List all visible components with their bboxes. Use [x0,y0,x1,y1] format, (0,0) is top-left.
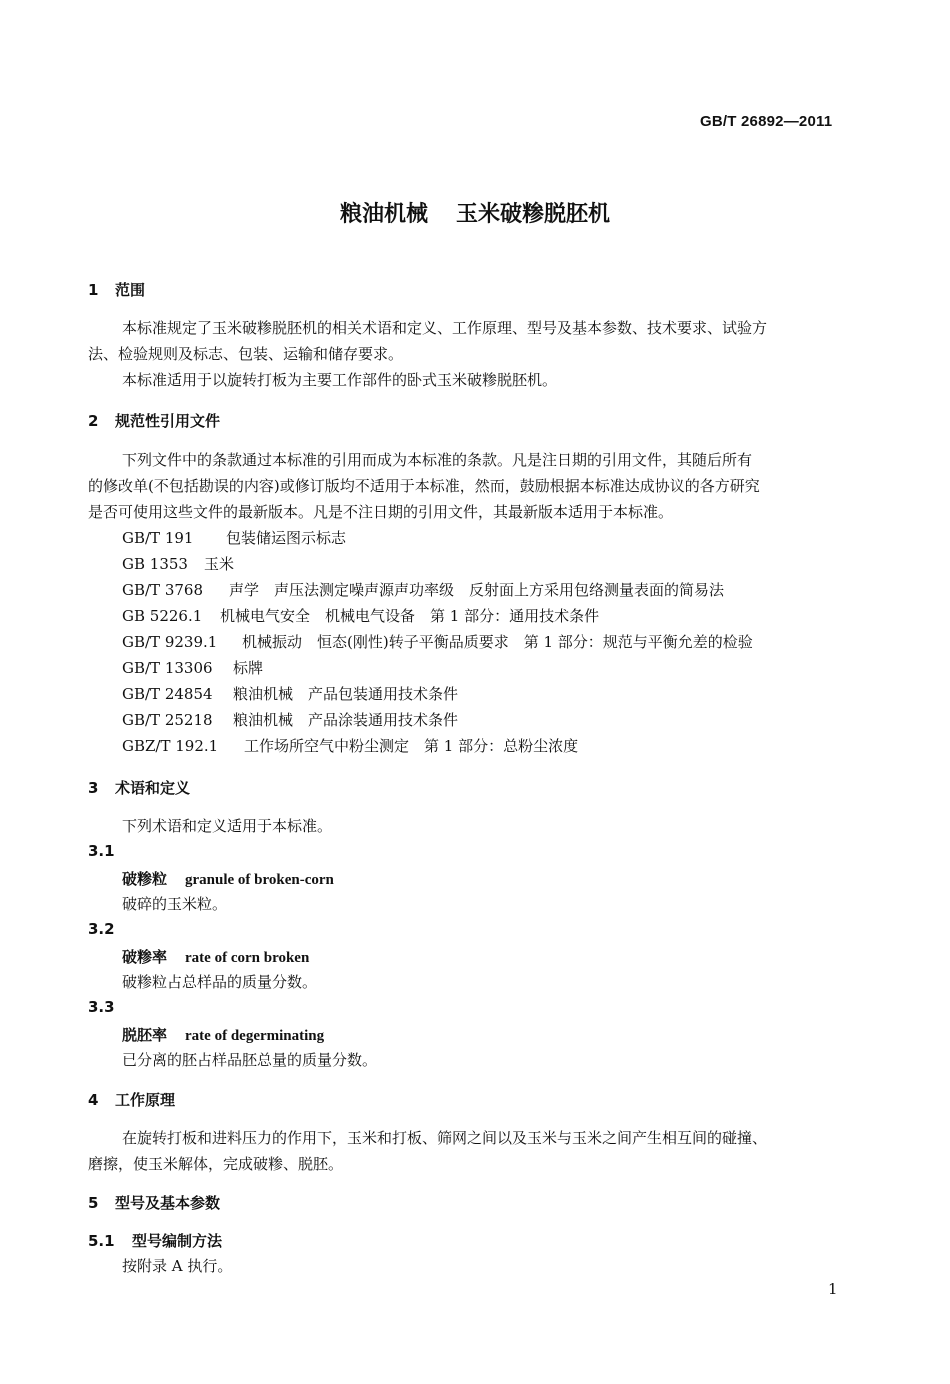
term-number: 3.3 [88,998,115,1016]
section-number: 4 [88,1091,99,1109]
subsection-number: 5.1 [88,1232,115,1250]
reference-item: GB/T 13306 标牌 [122,659,264,677]
section-title: 规范性引用文件 [115,412,221,430]
section-number: 1 [88,281,99,299]
section-number: 2 [88,412,99,430]
reference-item: GB 5226.1 机械电气安全 机械电气设备 第 1 部分：通用技术条件 [122,607,600,625]
section-4-heading [88,1089,175,1110]
term-number: 3.2 [88,920,115,938]
title-part-2: 玉米破糁脱胚机 [456,202,611,227]
paragraph-line: 下列术语和定义适用于本标准。 [122,817,333,835]
term-entry: 脱胚率 rate of degerminating [122,1026,325,1044]
section-number: 5 [88,1194,99,1212]
section-title: 工作原理 [115,1091,176,1109]
page-number: 1 [828,1280,838,1298]
section-title: 范围 [115,281,146,299]
term-entry: 破糁率 rate of corn broken [122,948,310,966]
paragraph-line: 法、检验规则及标志、包装、运输和储存要求。 [88,345,404,363]
subsection-5-1-heading [88,1230,222,1251]
term-definition: 破糁粒占总样品的质量分数。 [122,973,318,991]
section-3-heading [88,777,190,798]
standard-number: GB/T 26892—2011 [700,113,833,130]
term-number: 3.1 [88,842,115,860]
subsection-title: 型号编制方法 [132,1232,223,1250]
section-number: 3 [88,779,99,797]
reference-item: GB/T 24854 粮油机械 产品包装通用技术条件 [122,685,459,703]
reference-item: GB/T 3768 声学 声压法测定噪声源声功率级 反射面上方采用包络测量表面的简易法 [122,581,725,599]
term-definition: 已分离的胚占样品胚总量的质量分数。 [122,1051,378,1069]
paragraph-line: 的修改单(不包括勘误的内容)或修订版均不适用于本标准，然而，鼓励根据本标准达成协议的各方研究 [88,477,760,495]
section-1-heading [88,279,145,300]
paragraph-line: 是否可使用这些文件的最新版本。凡是不注日期的引用文件，其最新版本适用于本标准。 [88,503,674,521]
section-5-heading [88,1192,220,1213]
section-title: 术语和定义 [115,779,191,797]
reference-item: GB/T 9239.1 机械振动 恒态(刚性)转子平衡品质要求 第 1 部分：规范与平衡允差的检验 [122,633,753,651]
reference-item: GB 1353 玉米 [122,555,235,573]
section-2-heading [88,410,220,431]
paragraph-line: 本标准规定了玉米破糁脱胚机的相关术语和定义、工作原理、型号及基本参数、技术要求、试验方 [122,319,768,337]
document-title [0,197,950,228]
reference-item: GBZ/T 192.1 工作场所空气中粉尘测定 第 1 部分：总粉尘浓度 [122,737,579,755]
reference-item: GB/T 191 包装储运图示标志 [122,529,347,547]
paragraph-line: 在旋转打板和进料压力的作用下，玉米和打板、筛网之间以及玉米与玉米之间产生相互间的碰撞、 [122,1129,768,1147]
section-title: 型号及基本参数 [115,1194,221,1212]
title-part-1: 粮油机械 [339,202,428,227]
paragraph-line: 按附录 A 执行。 [122,1257,233,1275]
term-entry: 破糁粒 granule of broken-corn [122,870,334,888]
paragraph-line: 本标准适用于以旋转打板为主要工作部件的卧式玉米破糁脱胚机。 [122,371,558,389]
paragraph-line: 下列文件中的条款通过本标准的引用而成为本标准的条款。凡是注日期的引用文件，其随后所有 [122,451,753,469]
paragraph-line: 磨擦，使玉米解体，完成破糁、脱胚。 [88,1155,344,1173]
reference-item: GB/T 25218 粮油机械 产品涂装通用技术条件 [122,711,459,729]
term-definition: 破碎的玉米粒。 [122,895,228,913]
